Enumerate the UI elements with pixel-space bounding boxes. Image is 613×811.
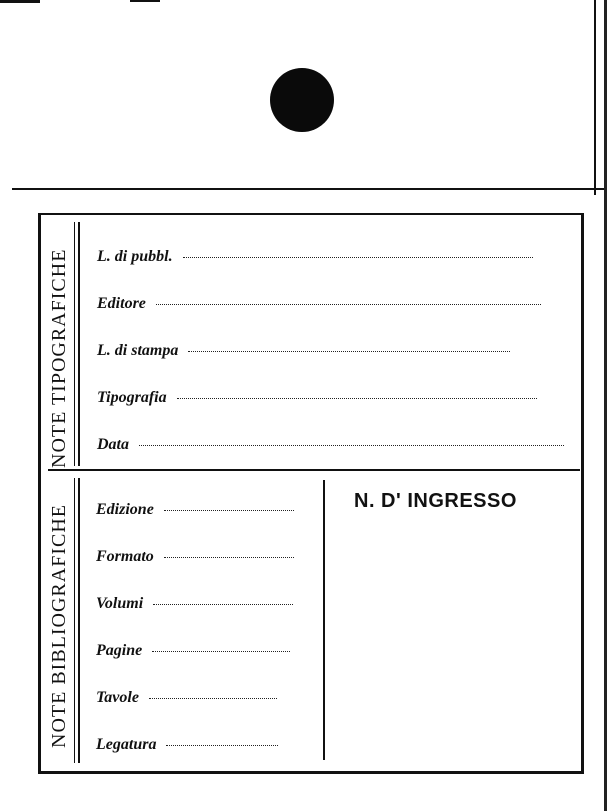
- field-date: [97, 436, 564, 454]
- fill-line[interactable]: [177, 397, 537, 399]
- side-rule: [78, 222, 80, 466]
- side-rule: [74, 222, 75, 466]
- field-printer: [97, 389, 537, 407]
- fill-line[interactable]: [183, 256, 533, 258]
- field-format: [96, 548, 294, 566]
- field-place-of-printing: [97, 342, 510, 360]
- fill-line[interactable]: [164, 509, 294, 511]
- field-label: Formato: [96, 548, 154, 565]
- corner-mark: [130, 0, 160, 2]
- side-rule: [74, 478, 75, 763]
- fill-line[interactable]: [156, 303, 541, 305]
- field-label: Editore: [97, 295, 146, 312]
- corner-mark: [0, 0, 40, 3]
- fill-line[interactable]: [164, 556, 294, 558]
- field-label: L. di pubbl.: [97, 248, 173, 265]
- field-label: Tipografia: [97, 389, 167, 406]
- card-edge: [594, 0, 596, 195]
- side-rule: [78, 478, 80, 763]
- field-label: Pagine: [96, 642, 143, 659]
- accession-number-title: N. D' INGRESSO: [354, 490, 517, 512]
- field-plates: [96, 689, 277, 707]
- fill-line[interactable]: [188, 350, 510, 352]
- typographic-notes-title: NOTE TIPOGRAFICHE: [48, 248, 70, 468]
- field-volumes: [96, 595, 293, 613]
- section-divider: [48, 469, 580, 471]
- fill-line[interactable]: [166, 744, 278, 746]
- field-label: L. di stampa: [97, 342, 179, 359]
- field-edition: [96, 501, 294, 519]
- field-pages: [96, 642, 290, 660]
- field-label: Volumi: [96, 595, 144, 612]
- field-label: Data: [97, 436, 129, 453]
- field-publisher: [97, 295, 541, 313]
- field-binding: [96, 736, 278, 754]
- bibliographic-notes-title: NOTE BIBLIOGRAFICHE: [48, 504, 70, 748]
- column-divider: [323, 480, 325, 760]
- field-label: Edizione: [96, 501, 154, 518]
- field-place-of-publication: [97, 248, 533, 266]
- card-edge: [604, 0, 607, 811]
- fill-line[interactable]: [152, 650, 290, 652]
- fill-line[interactable]: [153, 603, 293, 605]
- field-label: Tavole: [96, 689, 139, 706]
- fill-line[interactable]: [149, 697, 277, 699]
- fold-line: [12, 188, 604, 190]
- fill-line[interactable]: [139, 444, 564, 446]
- field-label: Legatura: [96, 736, 157, 753]
- punch-hole: [270, 68, 334, 132]
